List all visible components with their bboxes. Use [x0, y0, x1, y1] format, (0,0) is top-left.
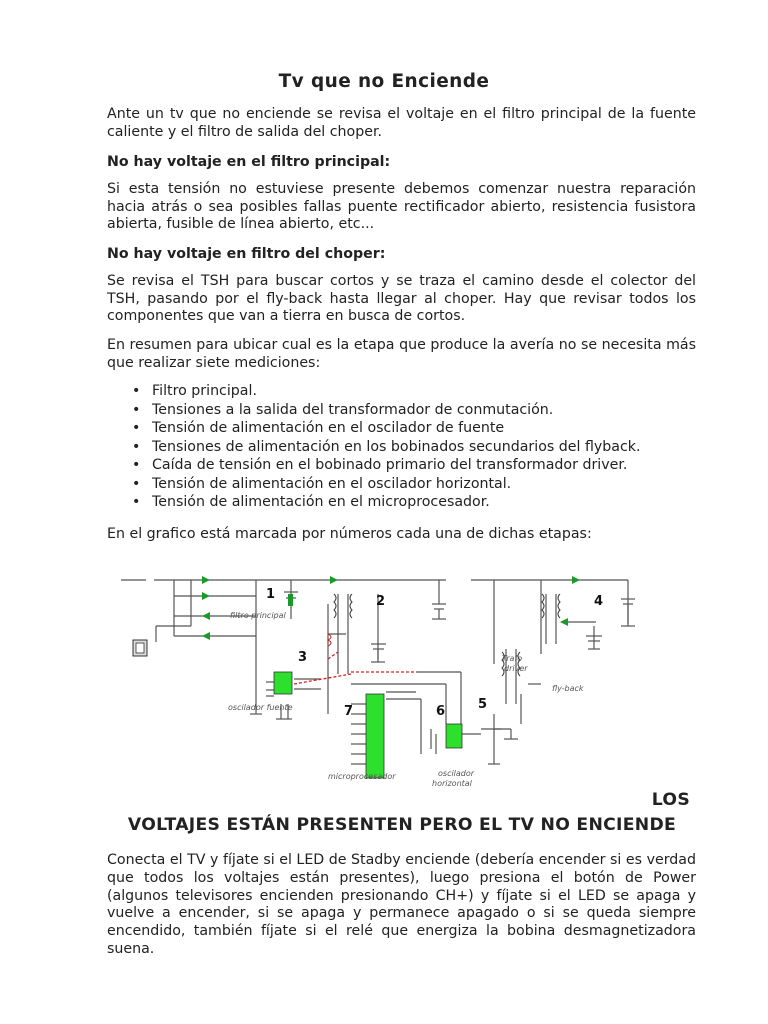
bullet-icon: •: [132, 438, 141, 455]
graphic-caption: En el grafico está marcada por números cada una de dichas etapas:: [107, 526, 592, 542]
measurements-list: [107, 383, 641, 513]
section-heading-filtro-choper: No hay voltaje en filtro del choper:: [107, 246, 386, 262]
label-flyback: fly-back: [552, 684, 584, 693]
section-heading-los: LOS: [651, 790, 690, 810]
list-item: • Tensión de alimentación en el oscilador de fuente: [132, 420, 505, 436]
stage-number-4: 4: [594, 594, 604, 609]
list-item: • Filtro principal.: [132, 383, 257, 399]
stage-number-7: 7: [344, 704, 354, 719]
intro-paragraph: Ante un tv que no enciende se revisa el voltaje en el filtro principal de la fuente caliente y el filtro de salida del choper.: [107, 106, 696, 140]
label-horizontal: horizontal: [432, 779, 472, 788]
label-trafo: Trafo: [502, 654, 523, 663]
list-item: • Tensión de alimentación en el microprocesador.: [132, 494, 490, 510]
section-heading-voltajes: VOLTAJES ESTÁN PRESENTEN PERO EL TV NO ENCIENDE: [127, 815, 677, 835]
label-filtro-principal: filtro principal: [230, 611, 286, 620]
list-item: • Tensiones de alimentación en los bobinados secundarios del flyback.: [132, 438, 641, 455]
bullet-icon: •: [132, 420, 141, 436]
stage-number-6: 6: [436, 704, 446, 719]
label-driver: driver: [504, 664, 528, 673]
bullet-icon: •: [132, 401, 141, 418]
section-text-filtro-choper: Se revisa el TSH para buscar cortos y se traza el camino desde el colector del TSH, pasando por el fly-back hasta llegar al choper. Hay que revisar todos los componentes que van a tierra en busca de cortos.: [107, 273, 696, 325]
list-item: • Tensiones a la salida del transformador de conmutación.: [132, 401, 554, 418]
stage-number-3: 3: [298, 650, 308, 665]
stage-number-1: 1: [266, 587, 276, 602]
label-microprocesador: microprocesador: [328, 772, 396, 781]
list-item: • Caída de tensión en el bobinado primario del transformador driver.: [132, 457, 628, 473]
stage-number-5: 5: [478, 697, 488, 712]
label-oscilador: oscilador: [438, 769, 475, 778]
section-text-filtro-principal: Si esta tensión no estuviese presente debemos comenzar nuestra reparación hacia atrás o sea posibles fallas puente rectificador abierto, resistencia fusistora abierta, fusible de línea abierto, etc...: [107, 181, 696, 233]
circuit-diagram: [116, 564, 646, 792]
diodes: [202, 576, 580, 640]
bullet-icon: •: [132, 383, 141, 399]
page-title: Tv que no Enciende: [278, 71, 490, 92]
bullet-icon: •: [132, 475, 141, 492]
bullet-icon: •: [132, 494, 141, 510]
section-heading-filtro-principal: No hay voltaje en el filtro principal:: [107, 154, 391, 170]
bullet-icon: •: [132, 457, 141, 473]
label-oscilador-fuente: oscilador fuente: [228, 703, 293, 712]
summary-paragraph: En resumen para ubicar cual es la etapa que produce la avería no se necesita más que realizar siete mediciones:: [107, 337, 696, 371]
section-text-voltajes: Conecta el TV y fíjate si el LED de Stadby enciende (debería encender si es verdad que todos los voltajes están presentes), luego presiona el botón de Power (algunos televisores encienden presionando CH+) y fíjate si el LED se apaga y vuelve a encender, si se apaga y permanece apagado o si se queda siempre encendido, también fíjate si el relé que energiza la bobina desmagnetizadora suena.: [107, 852, 696, 957]
list-item: • Tensión de alimentación en el oscilador horizontal.: [132, 475, 512, 492]
stage-number-2: 2: [376, 594, 386, 609]
ic-blocks: [274, 672, 462, 778]
